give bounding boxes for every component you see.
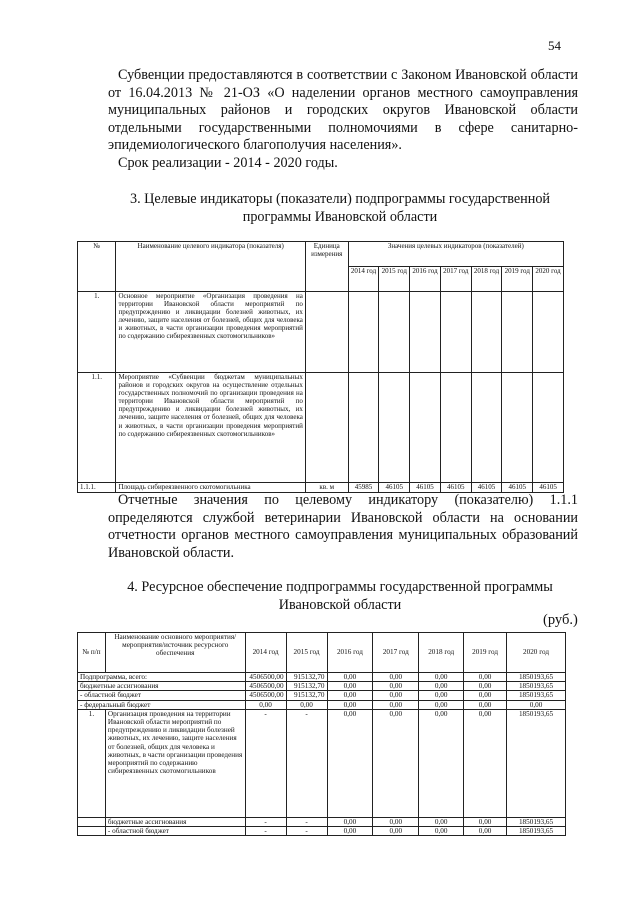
col-name-header: Наименование основного мероприятия/ мероприятия/источник ресурсного обеспечения	[105, 633, 245, 673]
row-name: бюджетные ассигнования	[78, 682, 246, 691]
value-cell: 0,00	[419, 691, 464, 700]
value-cell: 0,00	[286, 700, 327, 709]
year-cell: 2016 год	[410, 267, 441, 292]
table-row	[78, 817, 566, 826]
value-cell: 0,00	[373, 827, 419, 836]
value-cell: 1850193,65	[507, 709, 566, 817]
value-cell: 0,00	[327, 691, 373, 700]
year-cell: 2019 год	[502, 267, 533, 292]
row-name: - областной бюджет	[105, 827, 245, 836]
value-cell	[471, 373, 502, 483]
value-cell	[379, 292, 410, 373]
value-cell: -	[245, 817, 286, 826]
value-cell: -	[286, 709, 327, 817]
year-header: 2019 год	[464, 633, 507, 673]
value-cell: 0,00	[327, 827, 373, 836]
table-row	[78, 673, 566, 682]
row-unit	[305, 373, 348, 483]
value-cell: 0,00	[327, 709, 373, 817]
row-name: Организация проведения на территории Ивановской области мероприятий по предупреждению и ликвидации болезней животных, их лечению, защите населения от болезней, общих для человека и животных, в части организации проведения мероприятий по содержанию сибиреязвенных скотомогильников	[105, 709, 245, 817]
row-num: 1.	[78, 292, 116, 373]
row-unit	[305, 292, 348, 373]
col-num-header: № п/п	[78, 633, 106, 673]
value-cell: 0,00	[464, 691, 507, 700]
value-cell: 0,00	[373, 673, 419, 682]
row-name: Мероприятие «Субвенции бюджетам муниципальных районов и городских округов на осуществление отдельных государственных полномочий по организации проведения на территории Ивановской области мероприятий по предупреждению и ликвидации болезней животных, их лечению, защите населения от болезней, общих для человека и животных, в части организации проведения мероприятий по содержанию сибиреязвенных скотомогильников»	[116, 373, 305, 483]
table-row	[78, 292, 564, 373]
table-row	[78, 691, 566, 700]
value-cell: 0,00	[373, 700, 419, 709]
row-name: Площадь сибиреязвенного скотомогильника	[116, 483, 305, 493]
value-cell: 4506500,00	[245, 691, 286, 700]
value-cell	[471, 292, 502, 373]
value-cell: 0,00	[419, 827, 464, 836]
value-cell: -	[286, 817, 327, 826]
value-cell: 0,00	[419, 700, 464, 709]
row-num: 1.1.1.	[78, 483, 116, 493]
value-cell: 0,00	[327, 673, 373, 682]
value-cell: 0,00	[373, 709, 419, 817]
value-cell: 0,00	[507, 700, 566, 709]
value-cell	[348, 373, 379, 483]
col-unit-header: Единица измерения	[305, 242, 348, 292]
year-header: 2015 год	[286, 633, 327, 673]
value-cell: 0,00	[419, 817, 464, 826]
value-cell: 46105	[471, 483, 502, 493]
row-name: Основное мероприятие «Организация проведения на территории Ивановской области мероприятий по предупреждению и ликвидации болезней животных, их лечению, защите населения от болезней, общих для человека и животных, в части организации проведения мероприятий по содержанию сибиреязвенных скотомогильников»	[116, 292, 305, 373]
value-cell: 0,00	[419, 682, 464, 691]
value-cell: 0,00	[464, 673, 507, 682]
value-cell: 915132,70	[286, 673, 327, 682]
year-cell: 2017 год	[440, 267, 471, 292]
value-cell: 46105	[502, 483, 533, 493]
value-cell	[379, 373, 410, 483]
value-cell: 0,00	[327, 817, 373, 826]
value-cell: -	[245, 827, 286, 836]
col-values-header: Значения целевых индикаторов (показателей)	[348, 242, 563, 267]
year-cell: 2018 год	[471, 267, 502, 292]
year-header: 2014 год	[245, 633, 286, 673]
value-cell: 0,00	[464, 682, 507, 691]
year-cell: 2014 год	[348, 267, 379, 292]
value-cell	[533, 292, 564, 373]
table-row	[78, 373, 564, 483]
row-num	[78, 817, 106, 826]
value-cell: 0,00	[419, 709, 464, 817]
value-cell: 0,00	[464, 817, 507, 826]
col-num-header: №	[78, 242, 116, 292]
value-cell: 0,00	[464, 709, 507, 817]
note-paragraph: Отчетные значения по целевому индикатору (показателю) 1.1.1 определяются службой ветеринарии Ивановской области на основании отчетности органов местного самоуправления муниципальных образований Ивановской области.	[108, 492, 578, 561]
indicators-table	[77, 241, 564, 493]
value-cell: 0,00	[419, 673, 464, 682]
row-num	[78, 827, 106, 836]
value-cell	[410, 292, 441, 373]
value-cell: 46105	[533, 483, 564, 493]
table-row	[78, 682, 566, 691]
value-cell: 45985	[348, 483, 379, 493]
row-name: бюджетные ассигнования	[105, 817, 245, 826]
value-cell: 0,00	[373, 682, 419, 691]
value-cell: 46105	[379, 483, 410, 493]
value-cell	[440, 373, 471, 483]
value-cell	[440, 292, 471, 373]
section3-title: 3. Целевые индикаторы (показатели) подпрограммы государственной программы Ивановской области	[129, 191, 551, 225]
row-name: Подпрограмма, всего:	[78, 673, 246, 682]
resources-table	[77, 632, 566, 836]
value-cell: 4506500,00	[245, 673, 286, 682]
term-paragraph: Срок реализации - 2014 - 2020 годы.	[118, 155, 338, 171]
year-header: 2018 год	[419, 633, 464, 673]
row-unit: кв. м	[305, 483, 348, 493]
value-cell: 46105	[410, 483, 441, 493]
year-header: 2020 год	[507, 633, 566, 673]
value-cell: 1850193,65	[507, 817, 566, 826]
intro-paragraph: Субвенции предоставляются в соответствии с Законом Ивановской области от 16.04.2013 № 21-ОЗ «О наделении органов местного самоуправления муниципальных районов и городских округов Ивановской области отдельными государственными полномочиями в сфере санитарно-эпидемиологического благополучия населения».	[108, 67, 578, 154]
value-cell: 0,00	[373, 691, 419, 700]
row-name: - федеральный бюджет	[78, 700, 246, 709]
value-cell: 1850193,65	[507, 827, 566, 836]
year-cell: 2015 год	[379, 267, 410, 292]
table-row	[78, 827, 566, 836]
value-cell: 4506500,00	[245, 682, 286, 691]
row-num: 1.1.	[78, 373, 116, 483]
table-row	[78, 700, 566, 709]
section4-title: 4. Ресурсное обеспечение подпрограммы государственной программы Ивановской области	[127, 579, 553, 613]
value-cell	[533, 373, 564, 483]
currency-unit: (руб.)	[543, 612, 578, 628]
value-cell	[502, 373, 533, 483]
page-number: 54	[548, 38, 561, 53]
value-cell: 0,00	[373, 817, 419, 826]
value-cell	[502, 292, 533, 373]
value-cell: -	[286, 827, 327, 836]
value-cell: 0,00	[327, 700, 373, 709]
col-name-header: Наименование целевого индикатора (показателя)	[116, 242, 305, 292]
year-header: 2016 год	[327, 633, 373, 673]
table-row	[78, 709, 566, 817]
value-cell	[348, 292, 379, 373]
value-cell: 1850193,65	[507, 691, 566, 700]
value-cell: 0,00	[464, 827, 507, 836]
value-cell: -	[245, 709, 286, 817]
value-cell: 46105	[440, 483, 471, 493]
value-cell: 915132,70	[286, 682, 327, 691]
value-cell	[410, 373, 441, 483]
value-cell: 1850193,65	[507, 673, 566, 682]
value-cell: 0,00	[245, 700, 286, 709]
value-cell: 1850193,65	[507, 682, 566, 691]
year-header: 2017 год	[373, 633, 419, 673]
value-cell: 0,00	[327, 682, 373, 691]
year-cell: 2020 год	[533, 267, 564, 292]
value-cell: 915132,70	[286, 691, 327, 700]
table-row	[78, 483, 564, 493]
value-cell: 0,00	[464, 700, 507, 709]
row-num: 1.	[78, 709, 106, 817]
row-name: - областной бюджет	[78, 691, 246, 700]
